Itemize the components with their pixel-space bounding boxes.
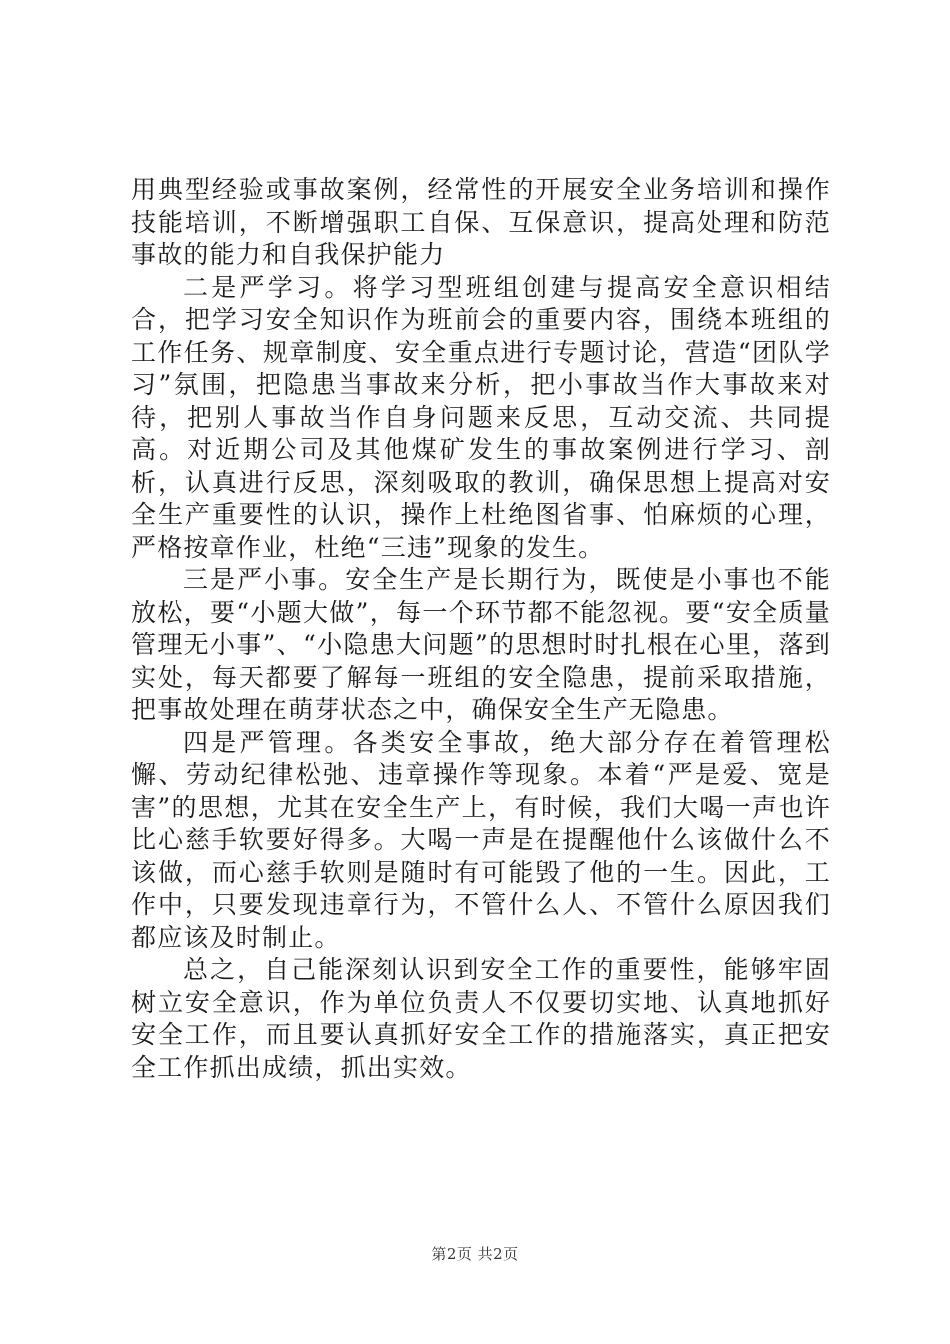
page-number-footer: 第2页 共2页 [431,1245,519,1263]
paragraph-strict-learning: 二是严学习。将学习型班组创建与提高安全意识相结合，把学习安全知识作为班前会的重要内容，围绕本班组的工作任务、规章制度、安全重点进行专题讨论，营造“团队学习”氛围，把隐患当事故来分析，把小事故当作大事故来对待，把别人事故当作自身问题来反思，互动交流、共同提高。对近期公司及其他煤矿发生的事故案例进行学习、剖析，认真进行反思，深刻吸取的教训，确保思想上提高对安全生产重要性的认识，操作上杜绝图省事、怕麻烦的心理，严格按章作业，杜绝“三违”现象的发生。 [131,272,831,562]
paragraph-continuation: 用典型经验或事故案例，经常性的开展安全业务培训和操作技能培训，不断增强职工自保、互保意识，提高处理和防范事故的能力和自我保护能力 [131,175,831,269]
document-body [131,174,831,1084]
paragraph-strict-small-matters: 三是严小事。安全生产是长期行为，既使是小事也不能放松，要“小题大做”，每一个环节都不能忽视。要“安全质量管理无小事”、“小隐患大问题”的思想时时扎根在心里，落到实处，每天都要了解每一班组的安全隐患，提前采取措施，把事故处理在萌芽状态之中，确保安全生产无隐患。 [131,565,831,724]
paragraph-conclusion: 总之，自己能深刻认识到安全工作的重要性，能够牢固树立安全意识，作为单位负责人不仅要切实地、认真地抓好安全工作，而且要认真抓好安全工作的措施落实，真正把安全工作抓出成绩，抓出实效。 [131,955,831,1082]
paragraph-strict-management: 四是严管理。各类安全事故，绝大部分存在着管理松懈、劳动纪律松弛、违章操作等现象。本着“严是爱、宽是害”的思想，尤其在安全生产上，有时候，我们大喝一声也许比心慈手软要好得多。大喝一声是在提醒他什么该做什么不该做，而心慈手软则是随时有可能毁了他的一生。因此，工作中，只要发现违章行为，不管什么人、不管什么原因我们都应该及时制止。 [131,727,831,952]
